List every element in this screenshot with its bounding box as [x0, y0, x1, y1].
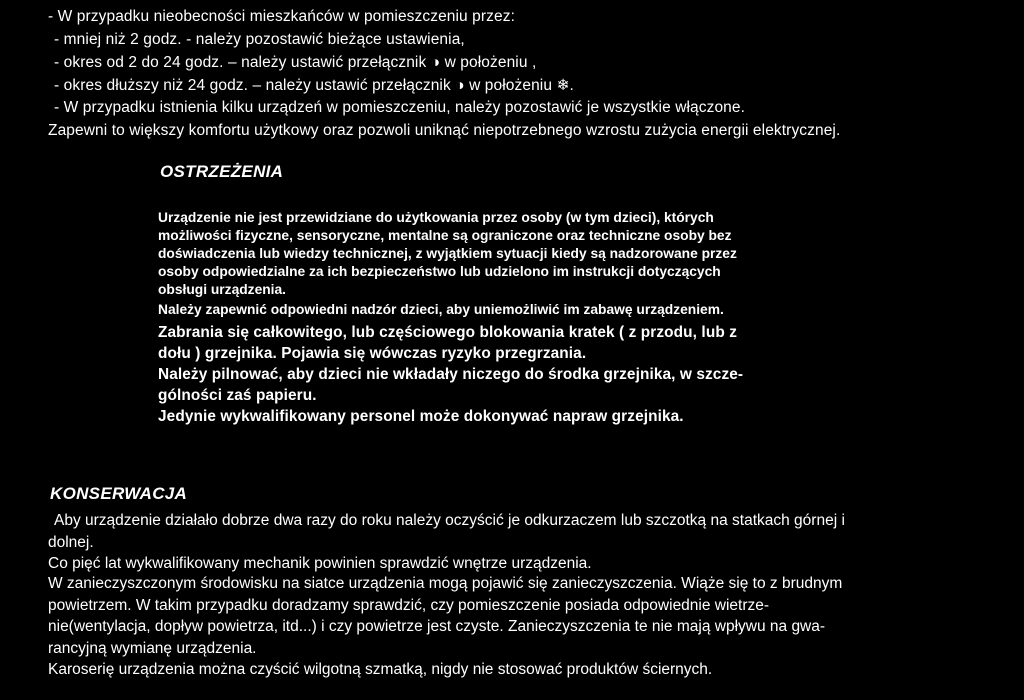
intro-line: - W przypadku nieobecności mieszkańców w pomieszczeniu przez:	[48, 8, 515, 25]
warning-line: Zabrania się całkowitego, lub częściowego blokowania kratek ( z przodu, lub z	[158, 324, 737, 341]
warning-line: Należy pilnować, aby dzieci nie wkładały niczego do środka grzejnika, w szcze-	[158, 366, 744, 383]
intro-line: - mniej niż 2 godz. - należy pozostawić bieżące ustawienia,	[54, 31, 465, 48]
maintenance-line: nie(wentylacja, dopływ powietrza, itd...) i czy powietrze jest czyste. Zanieczyszczenia te nie mają wpływu na gwa-	[48, 618, 826, 635]
maintenance-line: Co pięć lat wykwalifikowany mechanik powinien sprawdzić wnętrze urządzenia.	[48, 555, 592, 572]
warning-line: doświadczenia lub wiedzy technicznej, z wyjątkiem sytuacji kiedy są nadzorowane przez	[158, 246, 737, 261]
warnings-heading: OSTRZEŻENIA	[160, 162, 284, 181]
maintenance-line: dolnej.	[48, 534, 94, 551]
maintenance-line: W zanieczyszczonym środowisku na siatce urządzenia mogą pojawić się zanieczyszczenia. Wiąże się to z brudnym	[48, 575, 843, 592]
maintenance-heading: KONSERWACJA	[50, 484, 188, 503]
maintenance-line: powietrzem. W takim przypadku doradzamy sprawdzić, czy pomieszczenie posiada odpowiednie wietrze-	[48, 597, 770, 614]
warning-line: dołu ) grzejnika. Pojawia się wówczas ryzyko przegrzania.	[158, 345, 587, 362]
intro-line: - W przypadku istnienia kilku urządzeń w pomieszczeniu, należy pozostawić je wszystkie włączone.	[54, 99, 746, 116]
warning-line: Urządzenie nie jest przewidziane do użytkowania przez osoby (w tym dzieci), których	[158, 210, 714, 225]
warning-line: możliwości fizyczne, sensoryczne, mentalne są ograniczone oraz techniczne osoby bez	[158, 228, 732, 243]
warning-line: gólności zaś papieru.	[158, 387, 317, 404]
warning-line: Należy zapewnić odpowiedni nadzór dzieci, aby uniemożliwić im zabawę urządzeniem.	[158, 302, 724, 317]
warning-line: osoby odpowiedzialne za ich bezpieczeństwo lub udzielono im instrukcji dotyczących	[158, 264, 721, 279]
maintenance-line: Aby urządzenie działało dobrze dwa razy do roku należy oczyścić je odkurzaczem lub szczotką na statkach górnej i	[54, 512, 845, 529]
intro-line: - okres od 2 do 24 godz. – należy ustawić przełącznik ◑ w położeniu ,	[54, 54, 537, 71]
intro-line: Zapewni to większy komfortu użytkowy oraz pozwoli uniknąć niepotrzebnego wzrostu zużycia energii elektrycznej.	[48, 122, 841, 139]
intro-line: - okres dłuższy niż 24 godz. – należy ustawić przełącznik ◑ w położeniu ❄.	[54, 77, 574, 94]
warning-line: Jedynie wykwalifikowany personel może dokonywać napraw grzejnika.	[158, 408, 684, 425]
warning-line: obsługi urządzenia.	[158, 282, 287, 297]
maintenance-line: Karoserię urządzenia można czyścić wilgotną szmatką, nigdy nie stosować produktów ściernych.	[48, 661, 713, 678]
maintenance-line: rancyjną wymianę urządzenia.	[48, 640, 257, 657]
